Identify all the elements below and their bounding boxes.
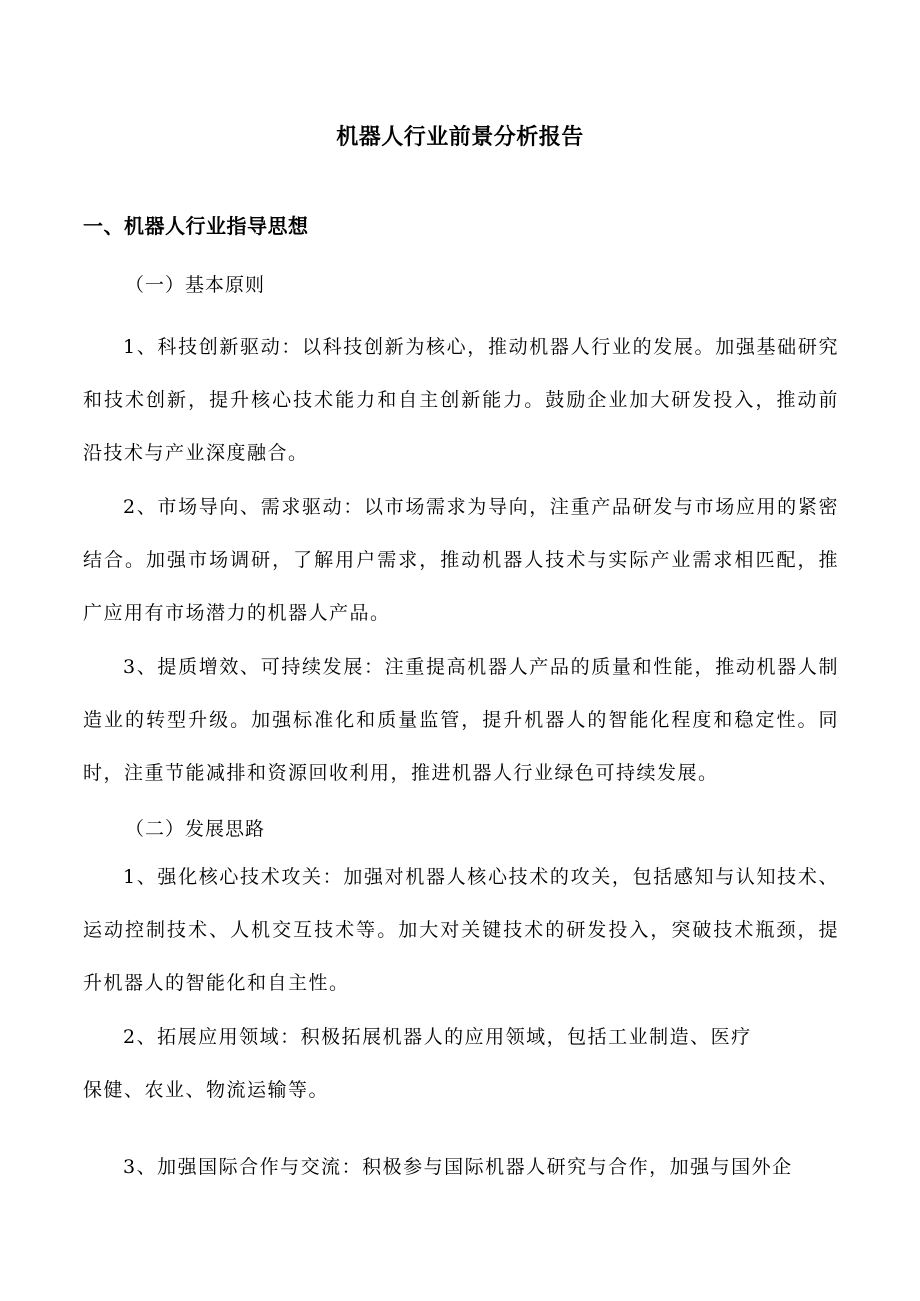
paragraph-idea-2 [83, 1011, 839, 1117]
section-heading-guiding-ideology: 一、机器人行业指导思想 [83, 214, 309, 238]
subsection-heading-basic-principles: （一）基本原则 [125, 274, 266, 296]
paragraph-idea-2-line-2: 保健、农业、物流运输等。 [83, 1079, 330, 1101]
paragraph-idea-2-line-1: 2、拓展应用领域：积极拓展机器人的应用领域，包括工业制造、医疗 [123, 1026, 752, 1048]
paragraph-principle-2: 2、市场导向、需求驱动：以市场需求为导向，注重产品研发与市场应用的紧密结合。加强市场调研，了解用户需求，推动机器人技术与实际产业需求相匹配，推广应用有市场潜力的机器人产品。 [83, 496, 839, 624]
paragraph-idea-1: 1、强化核心技术攻关：加强对机器人核心技术的攻关，包括感知与认知技术、运动控制技术、人机交互技术等。加大对关键技术的研发投入，突破技术瓶颈，提升机器人的智能化和自主性。 [83, 866, 839, 994]
subsection-heading-development-ideas: （二）发展思路 [125, 818, 266, 840]
document-title: 机器人行业前景分析报告 [336, 125, 584, 150]
paragraph-principle-1: 1、科技创新驱动：以科技创新为核心，推动机器人行业的发展。加强基础研究和技术创新，提升核心技术能力和自主创新能力。鼓励企业加大研发投入，推动前沿技术与产业深度融合。 [83, 336, 839, 464]
paragraph-principle-3: 3、提质增效、可持续发展：注重提高机器人产品的质量和性能，推动机器人制造业的转型升级。加强标准化和质量监管，提升机器人的智能化程度和稳定性。同时，注重节能减排和资源回收利用，推进机器人行业绿色可持续发展。 [83, 656, 839, 784]
paragraph-idea-3: 3、加强国际合作与交流：积极参与国际机器人研究与合作，加强与国外企 [123, 1156, 793, 1178]
